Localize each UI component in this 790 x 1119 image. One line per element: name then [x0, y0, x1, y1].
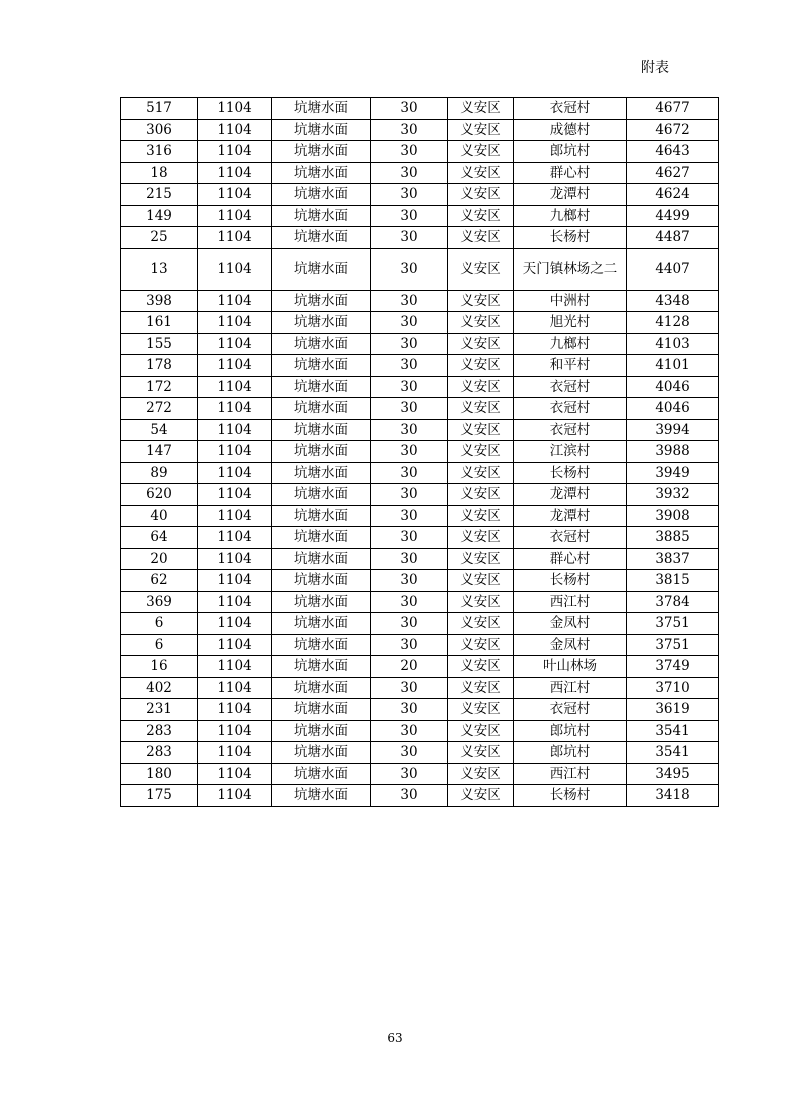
table-cell: 16: [121, 656, 198, 678]
table-cell: 30: [371, 484, 448, 506]
table-cell: 316: [121, 141, 198, 163]
table-cell: 金凤村: [514, 634, 627, 656]
table-cell: 义安区: [448, 398, 514, 420]
table-row: [121, 742, 719, 764]
table-cell: 4627: [627, 162, 719, 184]
table-cell: 义安区: [448, 227, 514, 249]
table-cell: 坑塘水面: [272, 742, 371, 764]
table-cell: 郎坑村: [514, 720, 627, 742]
table-row: [121, 613, 719, 635]
table-cell: 坑塘水面: [272, 505, 371, 527]
table-cell: 402: [121, 677, 198, 699]
table-cell: 西江村: [514, 763, 627, 785]
table-cell: 1104: [198, 677, 272, 699]
table-cell: 衣冠村: [514, 699, 627, 721]
table-cell: 30: [371, 613, 448, 635]
table-cell: 坑塘水面: [272, 248, 371, 290]
table-cell: 1104: [198, 484, 272, 506]
table-cell: 30: [371, 398, 448, 420]
table-row: [121, 462, 719, 484]
table-cell: 30: [371, 98, 448, 120]
table-cell: 义安区: [448, 119, 514, 141]
table-cell: 坑塘水面: [272, 548, 371, 570]
table-cell: 30: [371, 290, 448, 312]
table-row: [121, 527, 719, 549]
table-cell: 1104: [198, 398, 272, 420]
table-row: [121, 699, 719, 721]
table-cell: 4624: [627, 184, 719, 206]
table-cell: 义安区: [448, 742, 514, 764]
table-cell: 147: [121, 441, 198, 463]
table-cell: 3751: [627, 613, 719, 635]
data-table: [120, 97, 719, 807]
table-row: [121, 227, 719, 249]
table-cell: 1104: [198, 355, 272, 377]
table-row: [121, 763, 719, 785]
table-cell: 231: [121, 699, 198, 721]
table-cell: 义安区: [448, 634, 514, 656]
table-cell: 衣冠村: [514, 527, 627, 549]
table-cell: 义安区: [448, 677, 514, 699]
table-cell: 30: [371, 333, 448, 355]
table-cell: 62: [121, 570, 198, 592]
table-cell: 义安区: [448, 333, 514, 355]
appendix-label: 附表: [641, 60, 669, 76]
table-cell: 1104: [198, 205, 272, 227]
table-cell: 坑塘水面: [272, 677, 371, 699]
table-cell: 30: [371, 462, 448, 484]
table-cell: 江滨村: [514, 441, 627, 463]
table-cell: 义安区: [448, 763, 514, 785]
table-cell: 坑塘水面: [272, 462, 371, 484]
table-cell: 衣冠村: [514, 98, 627, 120]
table-cell: 1104: [198, 419, 272, 441]
table-cell: 旭光村: [514, 312, 627, 334]
table-cell: 40: [121, 505, 198, 527]
table-cell: 30: [371, 376, 448, 398]
table-row: [121, 355, 719, 377]
table-cell: 30: [371, 162, 448, 184]
table-cell: 4487: [627, 227, 719, 249]
table-cell: 坑塘水面: [272, 484, 371, 506]
table-row: [121, 333, 719, 355]
table-cell: 天门镇林场之二: [514, 248, 627, 290]
table-cell: 517: [121, 98, 198, 120]
table-cell: 坑塘水面: [272, 699, 371, 721]
table-cell: 30: [371, 248, 448, 290]
table-cell: 龙潭村: [514, 184, 627, 206]
table-cell: 3908: [627, 505, 719, 527]
table-cell: 30: [371, 312, 448, 334]
table-cell: 群心村: [514, 548, 627, 570]
table-cell: 义安区: [448, 290, 514, 312]
table-cell: 54: [121, 419, 198, 441]
table-row: [121, 398, 719, 420]
table-cell: 义安区: [448, 785, 514, 807]
table-cell: 1104: [198, 376, 272, 398]
table-cell: 义安区: [448, 98, 514, 120]
table-cell: 和平村: [514, 355, 627, 377]
table-cell: 3751: [627, 634, 719, 656]
table-cell: 义安区: [448, 613, 514, 635]
table-cell: 1104: [198, 312, 272, 334]
table-cell: 178: [121, 355, 198, 377]
table-cell: 金凤村: [514, 613, 627, 635]
table-cell: 长杨村: [514, 785, 627, 807]
table-cell: 3418: [627, 785, 719, 807]
table-cell: 1104: [198, 656, 272, 678]
table-cell: 坑塘水面: [272, 570, 371, 592]
table-cell: 1104: [198, 333, 272, 355]
table-row: [121, 720, 719, 742]
table-cell: 坑塘水面: [272, 720, 371, 742]
table-cell: 369: [121, 591, 198, 613]
table-cell: 30: [371, 677, 448, 699]
table-cell: 1104: [198, 162, 272, 184]
table-row: [121, 419, 719, 441]
table-body: [121, 98, 719, 807]
table-cell: 6: [121, 613, 198, 635]
table-cell: 1104: [198, 462, 272, 484]
table-cell: 长杨村: [514, 227, 627, 249]
table-cell: 4128: [627, 312, 719, 334]
table-cell: 坑塘水面: [272, 591, 371, 613]
table-cell: 30: [371, 527, 448, 549]
table-cell: 1104: [198, 227, 272, 249]
table-cell: 3988: [627, 441, 719, 463]
table-row: [121, 441, 719, 463]
table-cell: 坑塘水面: [272, 527, 371, 549]
table-cell: 3885: [627, 527, 719, 549]
table-cell: 30: [371, 141, 448, 163]
table-cell: 30: [371, 591, 448, 613]
table-cell: 义安区: [448, 205, 514, 227]
table-cell: 1104: [198, 141, 272, 163]
table-cell: 义安区: [448, 441, 514, 463]
table-cell: 13: [121, 248, 198, 290]
table-cell: 坑塘水面: [272, 162, 371, 184]
table-cell: 郎坑村: [514, 742, 627, 764]
table-cell: 4103: [627, 333, 719, 355]
table-cell: 1104: [198, 527, 272, 549]
table-cell: 坑塘水面: [272, 376, 371, 398]
table-cell: 30: [371, 119, 448, 141]
table-cell: 龙潭村: [514, 484, 627, 506]
table-cell: 272: [121, 398, 198, 420]
table-cell: 149: [121, 205, 198, 227]
table-cell: 3815: [627, 570, 719, 592]
table-cell: 1104: [198, 98, 272, 120]
table-cell: 1104: [198, 505, 272, 527]
table-cell: 义安区: [448, 355, 514, 377]
table-row: [121, 119, 719, 141]
table-cell: 175: [121, 785, 198, 807]
table-cell: 西江村: [514, 591, 627, 613]
table-cell: 1104: [198, 720, 272, 742]
table-cell: 30: [371, 763, 448, 785]
table-cell: 坑塘水面: [272, 312, 371, 334]
table-cell: 30: [371, 184, 448, 206]
table-row: [121, 162, 719, 184]
table-cell: 30: [371, 227, 448, 249]
table-cell: 坑塘水面: [272, 333, 371, 355]
table-cell: 1104: [198, 548, 272, 570]
table-row: [121, 591, 719, 613]
page-number: 63: [387, 1031, 403, 1045]
table-cell: 3495: [627, 763, 719, 785]
table-cell: 义安区: [448, 720, 514, 742]
table-cell: 义安区: [448, 699, 514, 721]
table-cell: 30: [371, 742, 448, 764]
table-cell: 义安区: [448, 419, 514, 441]
table-cell: 1104: [198, 763, 272, 785]
table-cell: 30: [371, 441, 448, 463]
table-cell: 1104: [198, 613, 272, 635]
table-cell: 1104: [198, 634, 272, 656]
table-cell: 20: [371, 656, 448, 678]
table-row: [121, 677, 719, 699]
table-cell: 长杨村: [514, 462, 627, 484]
table-row: [121, 205, 719, 227]
table-cell: 坑塘水面: [272, 184, 371, 206]
table-cell: 坑塘水面: [272, 290, 371, 312]
table-cell: 3541: [627, 720, 719, 742]
table-cell: 衣冠村: [514, 376, 627, 398]
table-cell: 坑塘水面: [272, 634, 371, 656]
table-cell: 1104: [198, 570, 272, 592]
table-cell: 3932: [627, 484, 719, 506]
table-cell: 620: [121, 484, 198, 506]
table-cell: 3837: [627, 548, 719, 570]
table-cell: 中洲村: [514, 290, 627, 312]
table-cell: 4046: [627, 398, 719, 420]
table-cell: 283: [121, 742, 198, 764]
table-cell: 155: [121, 333, 198, 355]
table-cell: 义安区: [448, 162, 514, 184]
table-cell: 义安区: [448, 248, 514, 290]
table-cell: 坑塘水面: [272, 227, 371, 249]
table-cell: 坑塘水面: [272, 98, 371, 120]
table-cell: 群心村: [514, 162, 627, 184]
table-cell: 30: [371, 785, 448, 807]
table-row: [121, 548, 719, 570]
table-row: [121, 376, 719, 398]
table-cell: 4046: [627, 376, 719, 398]
table-row: [121, 505, 719, 527]
table-cell: 306: [121, 119, 198, 141]
table-cell: 4677: [627, 98, 719, 120]
table-cell: 坑塘水面: [272, 656, 371, 678]
table-cell: 89: [121, 462, 198, 484]
table-row: [121, 785, 719, 807]
table-cell: 郎坑村: [514, 141, 627, 163]
table-cell: 义安区: [448, 591, 514, 613]
table-cell: 30: [371, 505, 448, 527]
table-cell: 1104: [198, 184, 272, 206]
table-cell: 坑塘水面: [272, 613, 371, 635]
table-cell: 义安区: [448, 505, 514, 527]
table-cell: 3749: [627, 656, 719, 678]
table-cell: 3710: [627, 677, 719, 699]
table-cell: 坑塘水面: [272, 419, 371, 441]
table-cell: 398: [121, 290, 198, 312]
table-row: [121, 484, 719, 506]
table-cell: 30: [371, 205, 448, 227]
table-cell: 1104: [198, 591, 272, 613]
table-cell: 坑塘水面: [272, 141, 371, 163]
table-row: [121, 570, 719, 592]
table-cell: 坑塘水面: [272, 763, 371, 785]
table-cell: 义安区: [448, 484, 514, 506]
table-cell: 义安区: [448, 570, 514, 592]
table-cell: 龙潭村: [514, 505, 627, 527]
table-cell: 30: [371, 720, 448, 742]
table-cell: 九榔村: [514, 333, 627, 355]
table-cell: 义安区: [448, 376, 514, 398]
table-cell: 30: [371, 634, 448, 656]
table-cell: 3784: [627, 591, 719, 613]
table-cell: 1104: [198, 119, 272, 141]
table-cell: 1104: [198, 441, 272, 463]
table-cell: 九榔村: [514, 205, 627, 227]
table-cell: 30: [371, 570, 448, 592]
table-cell: 18: [121, 162, 198, 184]
table-cell: 衣冠村: [514, 398, 627, 420]
table-row: [121, 312, 719, 334]
table-cell: 1104: [198, 785, 272, 807]
table-cell: 坑塘水面: [272, 205, 371, 227]
table-cell: 义安区: [448, 184, 514, 206]
table-cell: 30: [371, 699, 448, 721]
table-cell: 30: [371, 548, 448, 570]
table-row: [121, 634, 719, 656]
table-cell: 西江村: [514, 677, 627, 699]
table-cell: 坑塘水面: [272, 355, 371, 377]
table-cell: 172: [121, 376, 198, 398]
table-cell: 6: [121, 634, 198, 656]
table-cell: 3541: [627, 742, 719, 764]
table-cell: 衣冠村: [514, 419, 627, 441]
table-cell: 4348: [627, 290, 719, 312]
table-cell: 坑塘水面: [272, 119, 371, 141]
table-cell: 283: [121, 720, 198, 742]
table-cell: 4407: [627, 248, 719, 290]
table-cell: 义安区: [448, 462, 514, 484]
table-cell: 25: [121, 227, 198, 249]
table-cell: 成德村: [514, 119, 627, 141]
table-cell: 30: [371, 355, 448, 377]
table-cell: 4101: [627, 355, 719, 377]
table-cell: 1104: [198, 290, 272, 312]
table-cell: 1104: [198, 699, 272, 721]
table-cell: 4499: [627, 205, 719, 227]
table-cell: 20: [121, 548, 198, 570]
table-cell: 180: [121, 763, 198, 785]
table-cell: 义安区: [448, 312, 514, 334]
table-row: [121, 98, 719, 120]
table-cell: 161: [121, 312, 198, 334]
table-cell: 215: [121, 184, 198, 206]
table-cell: 3994: [627, 419, 719, 441]
table-cell: 叶山林场: [514, 656, 627, 678]
table-cell: 坑塘水面: [272, 441, 371, 463]
table-cell: 1104: [198, 248, 272, 290]
table-cell: 3949: [627, 462, 719, 484]
table-cell: 1104: [198, 742, 272, 764]
table-row: [121, 141, 719, 163]
table-cell: 义安区: [448, 548, 514, 570]
table-cell: 坑塘水面: [272, 785, 371, 807]
table-cell: 64: [121, 527, 198, 549]
table-cell: 3619: [627, 699, 719, 721]
table-row: [121, 656, 719, 678]
table-cell: 义安区: [448, 527, 514, 549]
table-cell: 30: [371, 419, 448, 441]
table-row: [121, 248, 719, 290]
table-cell: 4672: [627, 119, 719, 141]
table-cell: 4643: [627, 141, 719, 163]
table-cell: 长杨村: [514, 570, 627, 592]
table-row: [121, 290, 719, 312]
table-row: [121, 184, 719, 206]
table-cell: 义安区: [448, 656, 514, 678]
table-cell: 义安区: [448, 141, 514, 163]
table-cell: 坑塘水面: [272, 398, 371, 420]
